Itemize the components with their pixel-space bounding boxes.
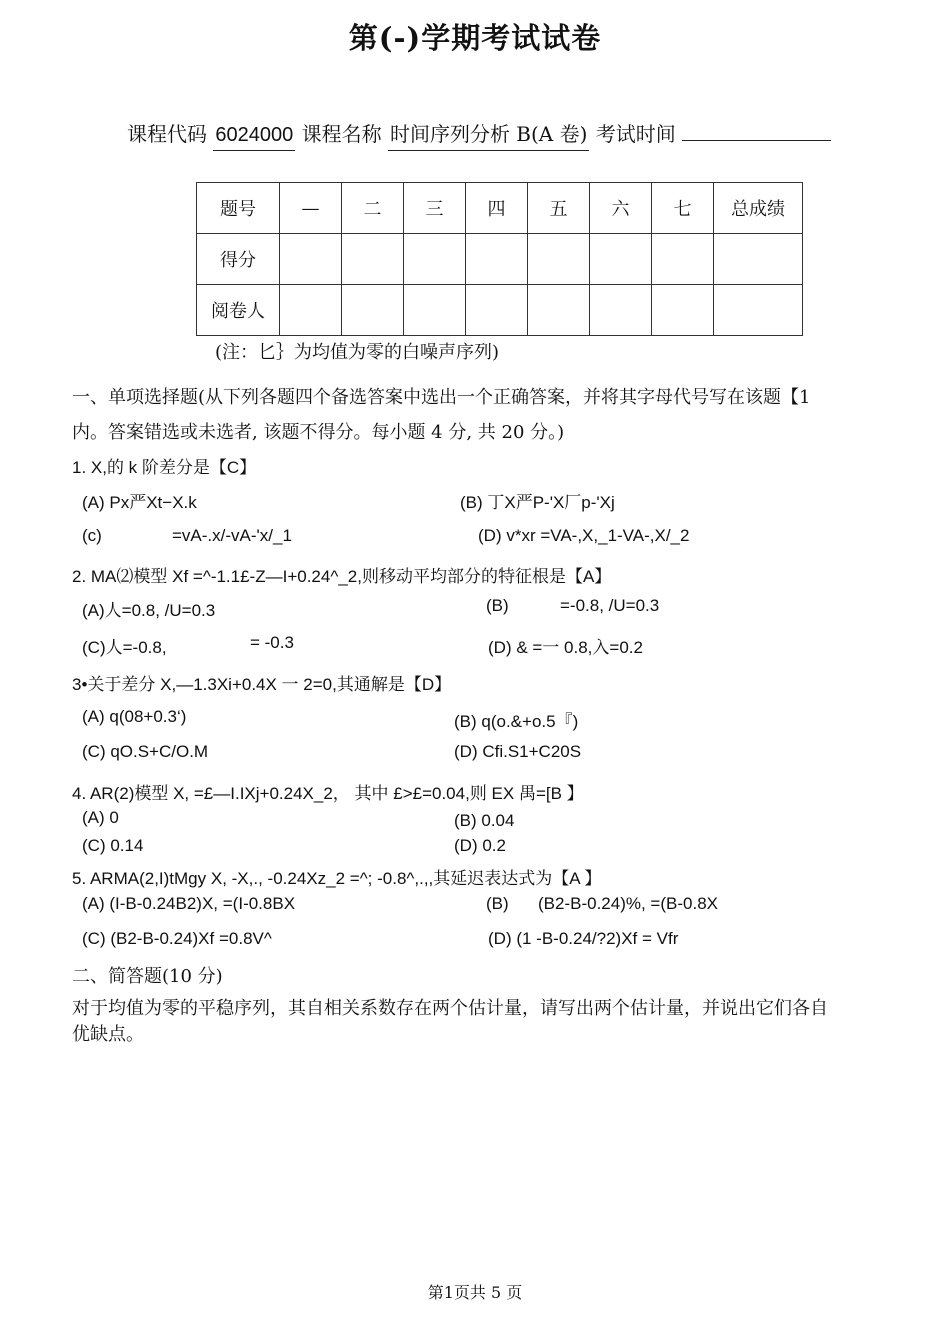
grader-cell[interactable] xyxy=(714,285,803,336)
table-header-cell: 二 xyxy=(342,183,404,234)
q2-option-a: (A)人=0.8, /U=0.3 xyxy=(82,601,216,620)
section1-instructions-line2: 内。答案错选或未选者, 该题不得分。每小题 4 分, 共 20 分。) xyxy=(72,422,565,443)
grader-cell[interactable] xyxy=(528,285,590,336)
question-5-stem: 5. ARMA(2,I)tMgy X, -X,., -0.24Xz_2 =^; -0.8^,.,,其延迟表达式为【A 】 xyxy=(72,869,602,888)
table-header-cell: 四 xyxy=(466,183,528,234)
table-header-cell: 六 xyxy=(590,183,652,234)
score-cell[interactable] xyxy=(652,234,714,285)
score-cell[interactable] xyxy=(342,234,404,285)
q4-option-b: (B) 0.04 xyxy=(454,811,515,830)
q2-option-b-label: (B) xyxy=(486,596,509,615)
q2-option-d: (D) & =一 0.8,入=0.2 xyxy=(488,638,643,657)
score-cell[interactable] xyxy=(466,234,528,285)
grader-row xyxy=(197,285,803,336)
q3-option-a: (A) q(08+0.3‘) xyxy=(82,707,187,726)
grader-cell[interactable] xyxy=(280,285,342,336)
grader-cell[interactable] xyxy=(342,285,404,336)
q4-option-c: (C) 0.14 xyxy=(82,836,144,855)
score-cell[interactable] xyxy=(590,234,652,285)
course-name-label: 课程名称 xyxy=(301,122,382,146)
q2-option-b-expression: =-0.8, /U=0.3 xyxy=(560,596,660,615)
q4-option-a: (A) 0 xyxy=(82,808,119,827)
table-header-cell: 三 xyxy=(404,183,466,234)
score-table-header-row xyxy=(197,183,803,234)
table-header-cell: 五 xyxy=(528,183,590,234)
section2-title: 二、简答题(10 分) xyxy=(72,966,223,987)
q3-option-c: (C) qO.S+C/O.M xyxy=(82,742,209,761)
score-cell[interactable] xyxy=(404,234,466,285)
q3-option-b: (B) q(o.&+o.5『) xyxy=(454,712,579,731)
section2-question-line2: 优缺点。 xyxy=(72,1024,144,1045)
exam-time-field xyxy=(682,137,831,141)
question-3-stem: 3•关于差分 X,—1.3Xi+0.4X 一 2=0,其通解是【D】 xyxy=(72,675,452,694)
question-1-stem: 1. X,的 k 阶差分是【C】 xyxy=(72,458,257,477)
course-info-line xyxy=(127,118,831,151)
q1-option-c-label: (c) xyxy=(82,526,102,545)
q5-option-a: (A) (I-B-0.24B2)X, =(I-0.8BX xyxy=(82,894,296,913)
q5-option-c: (C) (B2-B-0.24)Xf =0.8V^ xyxy=(82,929,272,948)
score-cell[interactable] xyxy=(280,234,342,285)
table-header-cell: 总成绩 xyxy=(714,183,803,234)
q1-option-d: (D) v*xr =VA-,X,_1-VA-,X/_2 xyxy=(478,526,690,545)
table-header-cell: — xyxy=(280,183,342,234)
q1-option-b: (B) 丁X严P-'X厂p-'Xj xyxy=(460,493,615,512)
score-row xyxy=(197,234,803,285)
score-cell[interactable] xyxy=(528,234,590,285)
white-noise-note: (注：匕｝为均值为零的白噪声序列) xyxy=(215,342,500,363)
q5-option-d: (D) (1 -B-0.24/?2)Xf = Vfr xyxy=(488,929,679,948)
course-code-label: 课程代码 xyxy=(127,122,207,146)
q2-option-c-label: (C)人=-0.8, xyxy=(82,638,167,657)
exam-time-label: 考试时间 xyxy=(595,122,676,146)
grader-cell[interactable] xyxy=(404,285,466,336)
course-name-value: 时间序列分析 B(A 卷) xyxy=(388,118,589,151)
q3-option-d: (D) Cfi.S1+C20S xyxy=(454,742,582,761)
table-header-cell: 题号 xyxy=(197,183,280,234)
score-cell[interactable] xyxy=(714,234,803,285)
row-label: 得分 xyxy=(197,234,280,285)
q1-option-a: (A) Px严Xt−X.k xyxy=(82,493,197,512)
table-header-cell: 七 xyxy=(652,183,714,234)
grader-cell[interactable] xyxy=(590,285,652,336)
row-label: 阅卷人 xyxy=(197,285,280,336)
question-4-stem: 4. AR(2)模型 X, =£—I.IXj+0.24X_2， 其中 £>£=0.04,则 EX 禺=[B 】 xyxy=(72,784,584,803)
q1-option-c-expression: =vA-.x/-vA-'x/_1 xyxy=(172,526,292,545)
page-number-footer: 第1页共 5 页 xyxy=(427,1283,523,1302)
section1-instructions-line1: 一、单项选择题(从下列各题四个备选答案中选出一个正确答案，并将其字母代号写在该题【1 xyxy=(72,387,811,408)
grader-cell[interactable] xyxy=(466,285,528,336)
q5-option-b-expression: (B2-B-0.24)%, =(B-0.8X xyxy=(538,894,718,913)
grader-cell[interactable] xyxy=(652,285,714,336)
q4-option-d: (D) 0.2 xyxy=(454,836,506,855)
score-table xyxy=(196,182,803,336)
q2-option-c-expression: = -0.3 xyxy=(250,633,294,652)
course-code-value: 6024000 xyxy=(213,124,295,151)
section2-question-line1: 对于均值为零的平稳序列，其自相关系数存在两个估计量，请写出两个估计量，并说出它们各自 xyxy=(72,998,828,1019)
exam-title: 第(-)学期考试试卷 xyxy=(348,21,602,55)
q5-option-b-label: (B) xyxy=(486,894,509,913)
question-2-stem: 2. MA⑵模型 Xf =^-1.1£-Z—I+0.24^_2,则移动平均部分的特征根是【A】 xyxy=(72,567,612,586)
